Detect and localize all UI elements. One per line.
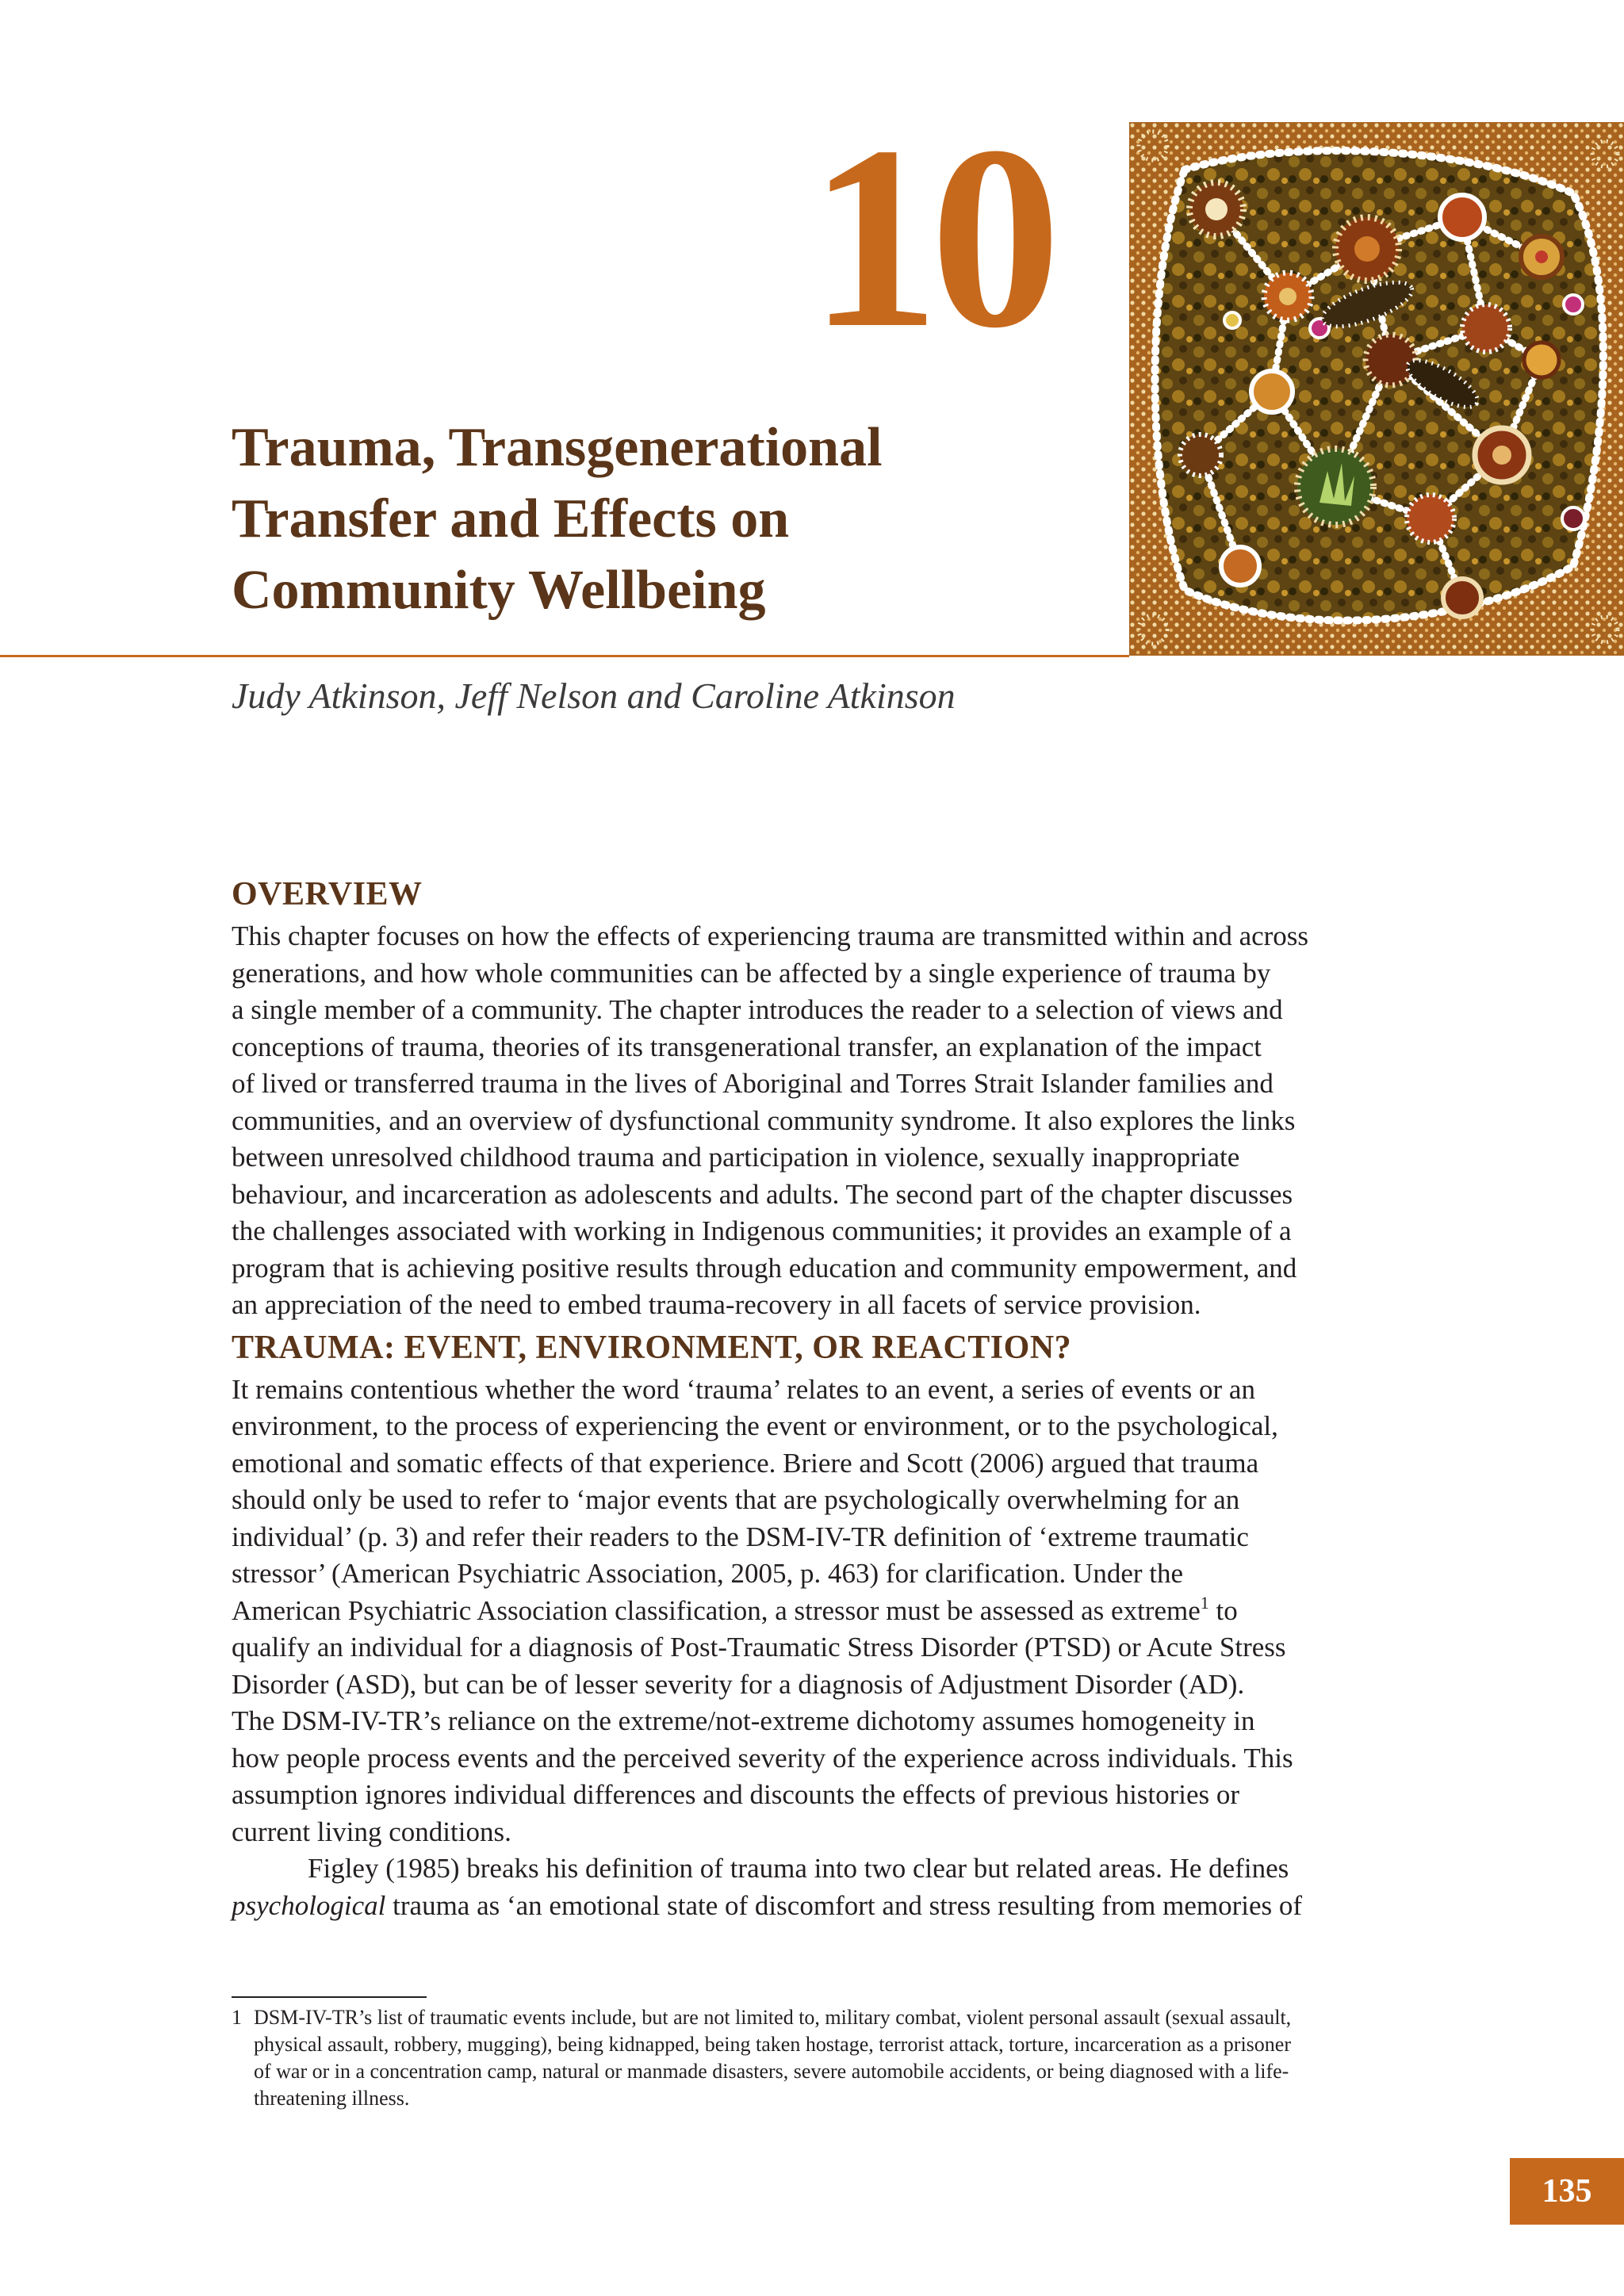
trauma-paragraph: [232, 1372, 1397, 1851]
text-line: behaviour, and incarceration as adolescents and adults. The second part of the chapter discusses: [232, 1178, 1293, 1210]
text-line: Disorder (ASD), but can be of lesser severity for a diagnosis of Adjustment Disorder (AD).: [232, 1668, 1245, 1700]
text-line: environment, to the process of experiencing the event or environment, or to the psychological,: [232, 1410, 1278, 1441]
footnote-line: threatening illness.: [254, 2087, 410, 2110]
footnote-divider: [232, 1996, 427, 1998]
overview-paragraph: [232, 918, 1397, 1324]
footnote: [232, 2004, 1389, 2112]
text-line: between unresolved childhood trauma and participation in violence, sexually inappropriate: [232, 1142, 1240, 1173]
chapter-title: [232, 412, 1104, 626]
text-line: conceptions of trauma, theories of its transgenerational transfer, an explanation of the impact: [232, 1031, 1262, 1062]
text-line-with-footnote: [232, 1593, 1397, 1630]
text-line: communities, and an overview of dysfunctional community syndrome. It also explores the links: [232, 1104, 1296, 1136]
text-fragment: to: [1208, 1594, 1238, 1626]
italic-term: psychological: [232, 1889, 386, 1921]
text-line: The DSM-IV-TR’s reliance on the extreme/not-extreme dichotomy assumes homogeneity in: [232, 1705, 1255, 1736]
footnote-text: [232, 2004, 1389, 2112]
footnote-line: DSM-IV-TR’s list of traumatic events include, but are not limited to, military combat, violent personal assault (sexual assault,: [254, 2006, 1292, 2029]
text-line: the challenges associated with working in Indigenous communities; it provides an example of a: [232, 1215, 1292, 1246]
text-line: how people process events and the perceived severity of the experience across individuals. This: [232, 1742, 1293, 1774]
chapter-title-line: Trauma, Transgenerational: [232, 417, 883, 478]
footnote-line: physical assault, robbery, mugging), being kidnapped, being taken hostage, terrorist attack, torture, incarceration as a prisoner: [254, 2033, 1291, 2056]
chapter-title-line: Community Wellbeing: [232, 560, 766, 621]
chapter-authors: Judy Atkinson, Jeff Nelson and Caroline Atkinson: [232, 675, 956, 716]
text-line: individual’ (p. 3) and refer their readers to the DSM-IV-TR definition of ‘extreme traumatic: [232, 1521, 1249, 1552]
text-line: Figley (1985) breaks his definition of trauma into two clear but related areas. He defines: [308, 1853, 1289, 1884]
text-fragment: trauma as ‘an emotional state of discomfort and stress resulting from memories of: [385, 1889, 1303, 1921]
chapter-number: 10: [809, 93, 1051, 382]
text-line: generations, and how whole communities can be affected by a single experience of trauma by: [232, 957, 1271, 989]
title-divider: [0, 655, 1129, 657]
text-line: program that is achieving positive results through education and community empowerment, and: [232, 1252, 1297, 1284]
section-heading-overview: OVERVIEW: [232, 876, 423, 913]
section-heading-trauma: TRAUMA: EVENT, ENVIRONMENT, OR REACTION?: [232, 1329, 1072, 1366]
figley-paragraph: [232, 1850, 1397, 1924]
text-line: an appreciation of the need to embed trauma-recovery in all facets of service provision.: [232, 1289, 1201, 1320]
text-line: qualify an individual for a diagnosis of Post-Traumatic Stress Disorder (PTSD) or Acute Stress: [232, 1632, 1286, 1663]
text-line: assumption ignores individual differences and discounts the effects of previous histories or: [232, 1779, 1240, 1810]
text-line: It remains contentious whether the word ‘trauma’ relates to an event, a series of events or an: [232, 1373, 1255, 1405]
text-line: of lived or transferred trauma in the lives of Aboriginal and Torres Strait Islander families and: [232, 1068, 1274, 1099]
dot-painting-artwork: [1129, 122, 1624, 656]
aboriginal-dot-painting: [1129, 122, 1624, 656]
footnote-line: of war or in a concentration camp, natural or manmade disasters, severe automobile accidents, or being diagnosed with a life-: [254, 2060, 1289, 2083]
text-line: This chapter focuses on how the effects of experiencing trauma are transmitted within and across: [232, 920, 1309, 951]
footnote-number: 1: [232, 2006, 242, 2029]
text-line: a single member of a community. The chapter introduces the reader to a selection of views and: [232, 994, 1283, 1025]
text-line: [232, 1888, 1397, 1925]
main-content: [232, 871, 1397, 1924]
text-line: current living conditions.: [232, 1816, 511, 1847]
text-fragment: American Psychiatric Association classification, a stressor must be assessed as extreme: [232, 1594, 1201, 1626]
text-line: emotional and somatic effects of that experience. Briere and Scott (2006) argued that trauma: [232, 1447, 1259, 1479]
page-number: 135: [1510, 2158, 1624, 2225]
chapter-title-line: Transfer and Effects on: [232, 488, 790, 549]
text-line: stressor’ (American Psychiatric Association, 2005, p. 463) for clarification. Under the: [232, 1558, 1184, 1589]
footnote-reference[interactable]: 1: [1200, 1592, 1209, 1613]
text-line: should only be used to refer to ‘major events that are psychologically overwhelming for an: [232, 1484, 1240, 1515]
